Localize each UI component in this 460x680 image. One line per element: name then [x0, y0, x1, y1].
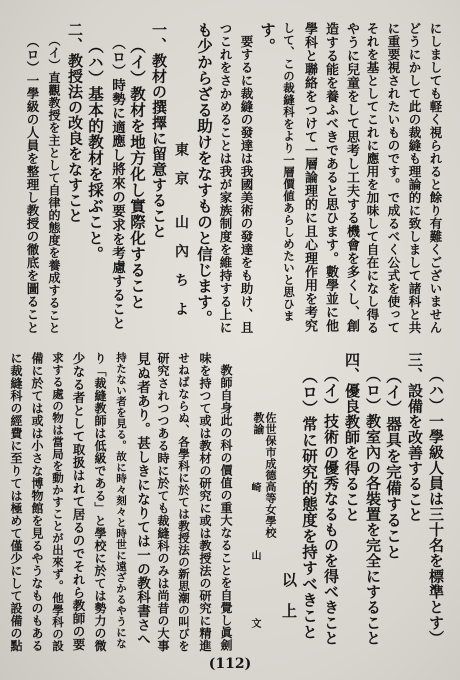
author-affiliation: 佐世保市成德高等女學校 [264, 412, 277, 539]
text-line: 要するに裁縫の發達は我國美術の發達をも助け、且 [239, 34, 254, 334]
text-line: やうに兒童をして思考し工夫する機會を多くし、創 [344, 22, 359, 333]
text-line: 造する能を養ふべきであると思ひます。數學並に他 [323, 22, 338, 333]
list-item: （イ）教材を地方化し實際化すること [128, 37, 147, 310]
text-line: 少なる者として取扱はれて居るのでそれら教師の要 [71, 352, 86, 651]
text-line: に重要視されたいものです。で成るべく公式を使って [386, 22, 401, 334]
author-title: 教諭 [252, 412, 265, 435]
text-line: にしましても軽く視られると餘り有難くございません [428, 22, 443, 334]
text-line: して、この裁縫科をより一層價値あらしめたいと思ひま [282, 22, 296, 322]
list-item: （ハ）一學級人員は三十名を標準とす） [427, 367, 445, 646]
author-name: 崎 山 文 [249, 482, 260, 652]
section-heading: 三、設備を改善すること [406, 352, 424, 523]
list-item: （ロ）常に研究的態度を持すべきこと [300, 367, 319, 640]
text-line: 教師自身此の科の價值の重大なることを自覺し眞劍 [219, 364, 233, 652]
end-mark: 以 上 [280, 572, 298, 619]
list-item: （ロ）教室內の各裝置を完全にすること [364, 367, 382, 646]
text-line: 研究されつつある時に於ても裁縫科のみは尚昔の大事 [156, 352, 170, 652]
author-signature: 東 京 山 內 ち よ [173, 142, 189, 316]
text-line: す。 [258, 22, 277, 54]
list-item: （ハ）基本的教材を採ぶこと。 [86, 37, 105, 262]
list-item: （イ）直觀教授を主として自律的態度を養成すること [47, 34, 61, 334]
section-heading: 二、教授法の改良をなすこと [66, 22, 84, 224]
text-line: 求する處の物は當局を動かすことが出來ず。他學科の設 [51, 352, 65, 652]
section-heading: 一、教材の撰擇に留意すること [150, 22, 168, 239]
list-item: （ロ）時勢に適應し將來の要求を考慮すること [109, 35, 125, 330]
text-line: 持たない者を見る。故に時々刻々と時世に遠ざかるやうにな [115, 352, 127, 649]
text-line: つこれをさかめることは我が家族制度を維持する上に [218, 22, 233, 334]
text-line: どうにかして此の裁縫も理論的に致しまして諸科と共 [407, 22, 422, 334]
text-line: に裁縫科の經費に至りては極めて僅少にして設備の點 [9, 352, 23, 652]
text-line: 味を持つて或は教材の研究に或は教授法の研究に精進 [198, 352, 212, 652]
list-item: （イ）器具を完備すること [384, 367, 403, 560]
text-line: それを基としてこれに應用を加味して自在になし得る [365, 22, 380, 334]
page-number: (112) [208, 656, 252, 672]
text-line: 學科と聯絡をつけて一層論理的に且心理作用を考究 [302, 22, 317, 333]
section-heading: 四、優良教師を得ること [343, 352, 361, 523]
list-item: （ロ）一學級の人員を整理し教授の徹底を圖ること [25, 34, 40, 334]
text-line: 備に於ては或は小さな博物館を見るやうなものもある [30, 352, 44, 652]
list-item: （イ）技術の優秀なるものを得べきこと [322, 367, 340, 646]
text-line: せねばならぬ、各學科に於ては教授法の新思潮の叫びを [177, 352, 191, 652]
text-line: 見ぬ者あり。甚しきになりては一の教科書さへ [134, 352, 150, 646]
text-line: も少からざる助けをなすものと信じます。 [195, 22, 214, 326]
text-line: り「裁縫教師は低級である」と學校に於ては勢力の微 [93, 352, 107, 652]
